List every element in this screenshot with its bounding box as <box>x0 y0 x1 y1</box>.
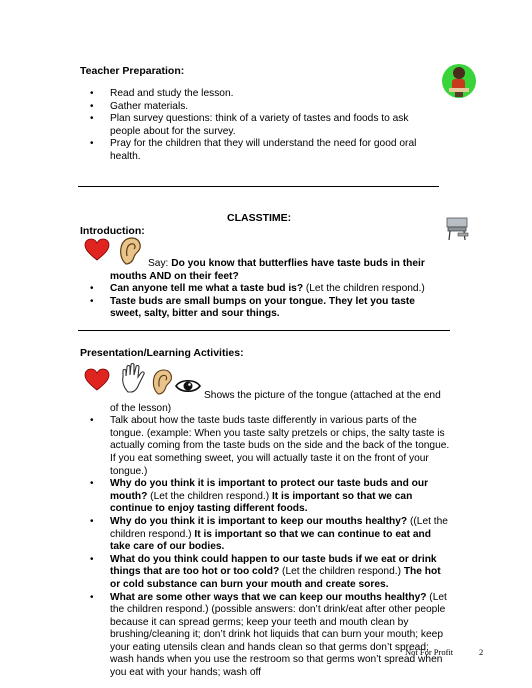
list-item: • Taste buds are small bumps on your tongue. They let you taste sweet, salty, bitter and sour things. <box>82 296 437 321</box>
desk-icon <box>444 214 472 245</box>
list-item: • Plan survey questions: think of a variety of tastes and foods to ask people about for the survey. <box>82 113 437 138</box>
classtime-heading: CLASSTIME: <box>227 212 292 224</box>
say-question: Do you know that butterflies have taste buds in their mouths AND on their feet? <box>110 258 425 282</box>
say-prefix: Say: <box>148 258 172 269</box>
list-item: • Why do you think it is important to keep our mouths healthy? ((Let the children respond.) It is important so that we can continue to eat and take care of our bodies. <box>82 516 452 554</box>
list-item: • Can anyone tell me what a taste bud is? (Let the children respond.) <box>82 283 437 296</box>
teacher-icon <box>441 62 477 103</box>
introduction-list <box>82 258 437 321</box>
section-divider <box>78 330 450 331</box>
list-item: • Read and study the lesson. <box>82 88 437 101</box>
introduction-heading: Introduction: <box>80 225 145 237</box>
presentation-list <box>82 390 452 680</box>
section-divider <box>78 186 439 187</box>
list-item: • Why do you think it is important to protect our taste buds and our mouth? (Let the children respond.) It is important so that we can continue to enjoy tasting different foods. <box>82 478 452 516</box>
list-item: • Pray for the children that they will understand the need for good oral health. <box>82 138 437 163</box>
teacher-prep-heading: Teacher Preparation: <box>80 65 185 77</box>
list-item: • Talk about how the taste buds taste differently in various parts of the tongue. (example: When you taste salty pretzels or chips, the salty taste is actually coming from the taste buds on the side and the back of the tongue. If you eat something sweet, you will actually taste it on the front of your tongue.) <box>82 415 452 478</box>
first-line-text: Shows the picture of the tongue (attached at the end of the lesson) <box>110 390 441 414</box>
footer-label: Not For Profit <box>405 647 454 657</box>
list-item: • What are some other ways that we can keep our mouths healthy? (Let the children respond.) (possible answers: don’t drink/eat after other people because it can spread germs; keep your teeth and mouth clean by brushing/cleaning it; don’t drink hot liquids that can burn your mouth; keep your eating utensils clean and hands clean so that germs don’t spread; wash hands when you use the restroom so that germs won’t spread when you eat with your hands; wash off <box>82 592 452 680</box>
list-item: • Gather materials. <box>82 101 437 114</box>
presentation-heading: Presentation/Learning Activities: <box>80 347 244 359</box>
teacher-prep-list <box>82 88 437 164</box>
page-number: 2 <box>479 647 484 657</box>
list-item: • What do you think could happen to our taste buds if we eat or drink things that are too hot or too cold? (Let the children respond.) The hot or cold substance can burn your mouth and create sores. <box>82 554 452 592</box>
